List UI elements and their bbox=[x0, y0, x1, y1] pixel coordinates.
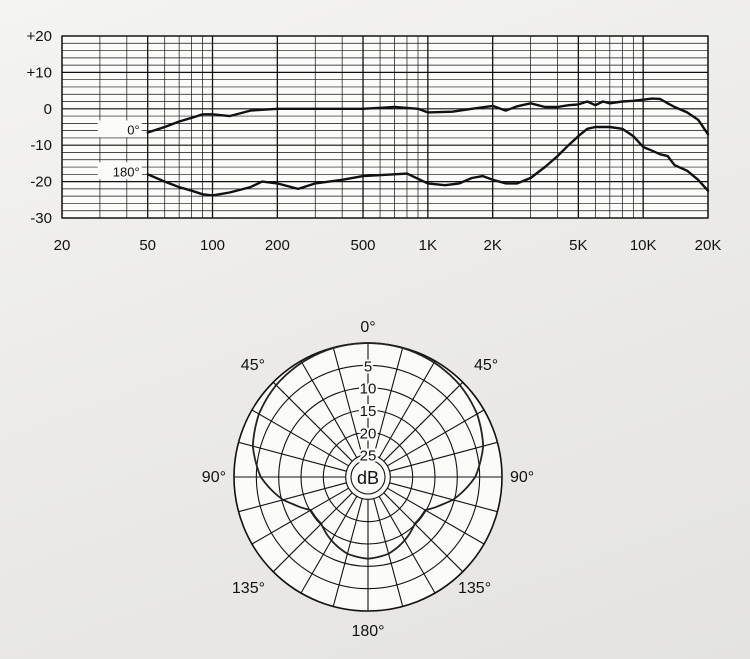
x-tick-label: 200 bbox=[264, 237, 290, 254]
polar-angle-label: 0° bbox=[360, 319, 376, 336]
polar-angle-label: 135° bbox=[231, 580, 265, 597]
y-tick-label: -10 bbox=[30, 137, 52, 155]
x-tick-label: 10K bbox=[629, 237, 657, 254]
x-tick-label: 20K bbox=[694, 237, 722, 254]
polar-angle-label: 90° bbox=[201, 469, 226, 486]
y-tick-label: +20 bbox=[26, 28, 52, 45]
y-tick-label: -30 bbox=[30, 210, 52, 227]
polar-pattern-chart bbox=[202, 319, 534, 640]
x-tick-label: 1K bbox=[418, 237, 438, 254]
y-tick-label: +10 bbox=[26, 64, 52, 82]
polar-radial-label: 20 bbox=[359, 425, 377, 443]
polar-center-label: dB bbox=[356, 468, 380, 488]
polar-angle-label: 45° bbox=[240, 357, 265, 374]
x-tick-label: 50 bbox=[139, 237, 157, 254]
polar-radial-label: 25 bbox=[359, 447, 377, 465]
y-tick-label: 0 bbox=[43, 100, 52, 118]
x-tick-label: 100 bbox=[199, 237, 226, 254]
series-label-0: 0° bbox=[127, 122, 140, 138]
polar-angle-label: 135° bbox=[458, 580, 492, 597]
series-label-1: 180° bbox=[112, 164, 140, 180]
frequency-response-chart bbox=[27, 28, 722, 254]
x-tick-label: 5K bbox=[569, 237, 588, 254]
x-tick-label: 20 bbox=[53, 237, 71, 254]
y-tick-label: -20 bbox=[30, 173, 52, 191]
x-tick-label: 500 bbox=[350, 237, 376, 254]
polar-radial-label: 10 bbox=[359, 380, 377, 398]
polar-angle-label: 90° bbox=[510, 469, 535, 486]
polar-radial-label: 5 bbox=[363, 358, 373, 376]
polar-radial-label: 15 bbox=[359, 403, 377, 420]
x-tick-label: 2K bbox=[483, 237, 502, 254]
polar-angle-label: 180° bbox=[351, 623, 385, 640]
polar-angle-label: 45° bbox=[474, 357, 499, 374]
